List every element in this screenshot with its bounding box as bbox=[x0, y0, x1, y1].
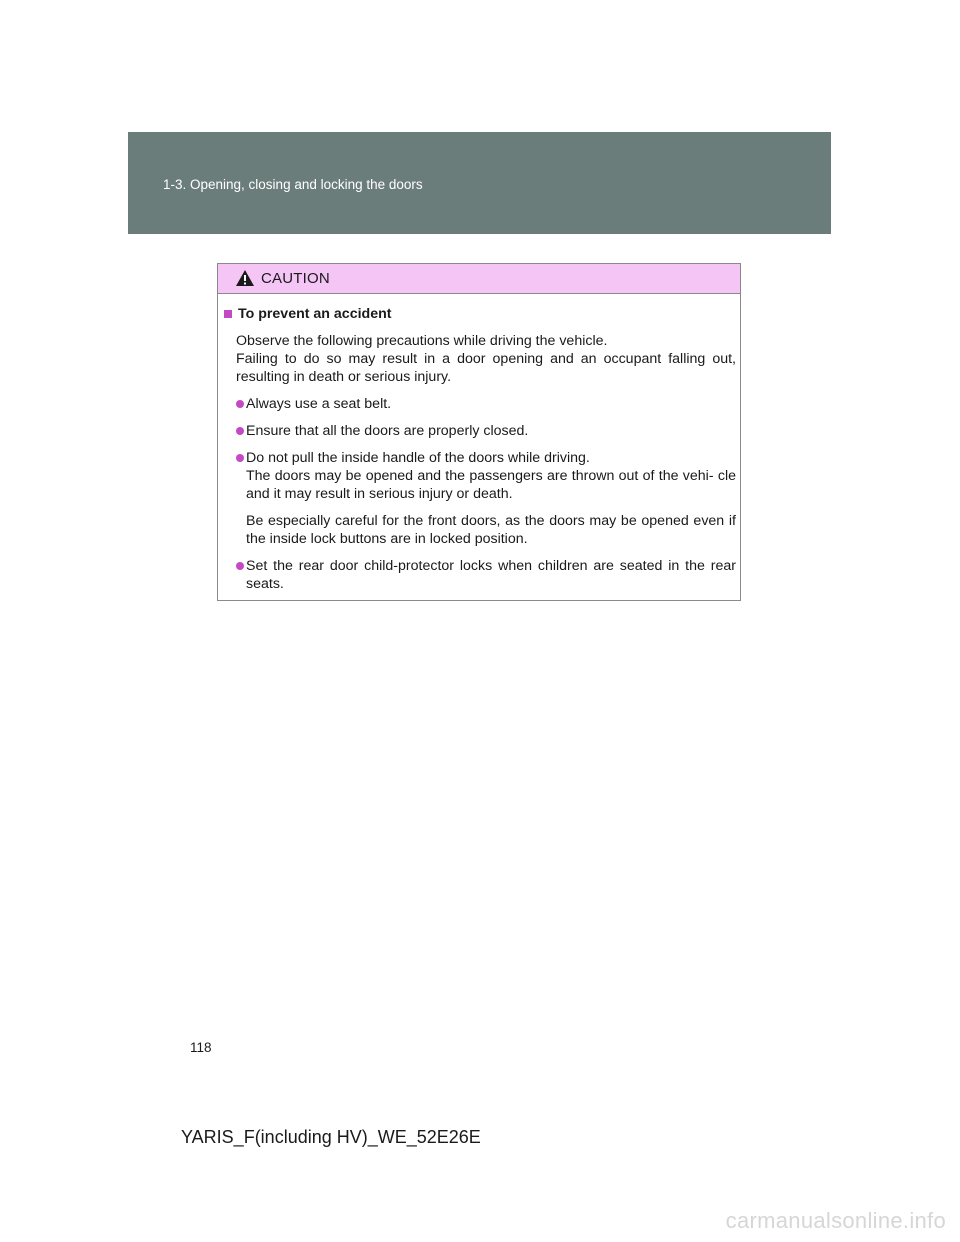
caution-heading-text: To prevent an accident bbox=[238, 306, 392, 322]
caution-box bbox=[217, 263, 741, 601]
caution-heading bbox=[223, 305, 736, 323]
list-item-continuation: The doors may be opened and the passengers are thrown out of the vehi- cle and it may result in serious injury or death. bbox=[246, 468, 736, 502]
round-bullet-icon bbox=[236, 427, 244, 435]
list-item-text: Ensure that all the doors are properly closed. bbox=[246, 423, 529, 439]
warning-triangle-icon bbox=[235, 269, 255, 287]
section-title: 1-3. Opening, closing and locking the doors bbox=[163, 177, 423, 192]
intro-line-1: Observe the following precautions while driving the vehicle. bbox=[236, 333, 608, 349]
caution-body bbox=[218, 294, 740, 593]
round-bullet-icon bbox=[236, 400, 244, 408]
list-item-text: Always use a seat belt. bbox=[246, 396, 392, 412]
caution-intro bbox=[223, 332, 736, 386]
list-item-text: Set the rear door child-protector locks when children are seated in the rear seats. bbox=[246, 558, 736, 592]
list-item-text: Do not pull the inside handle of the doors while driving. bbox=[246, 450, 590, 466]
caution-header bbox=[218, 264, 740, 294]
intro-line-2: Failing to do so may result in a door opening and an occupant falling out, resulting in death or serious injury. bbox=[236, 351, 736, 385]
caution-label: CAUTION bbox=[261, 270, 330, 287]
list-item-note: Be especially careful for the front doors, as the doors may be opened even if the inside lock buttons are in locked position. bbox=[246, 513, 736, 547]
round-bullet-icon bbox=[236, 454, 244, 462]
list-item bbox=[223, 557, 736, 593]
list-item bbox=[223, 422, 736, 440]
document-code: YARIS_F(including HV)_WE_52E26E bbox=[181, 1127, 481, 1147]
page-number: 118 bbox=[190, 1040, 212, 1055]
list-item bbox=[223, 395, 736, 413]
watermark: carmanualsonline.info bbox=[725, 1208, 946, 1233]
round-bullet-icon bbox=[236, 562, 244, 570]
list-item bbox=[223, 449, 736, 503]
square-bullet-icon bbox=[224, 310, 232, 318]
